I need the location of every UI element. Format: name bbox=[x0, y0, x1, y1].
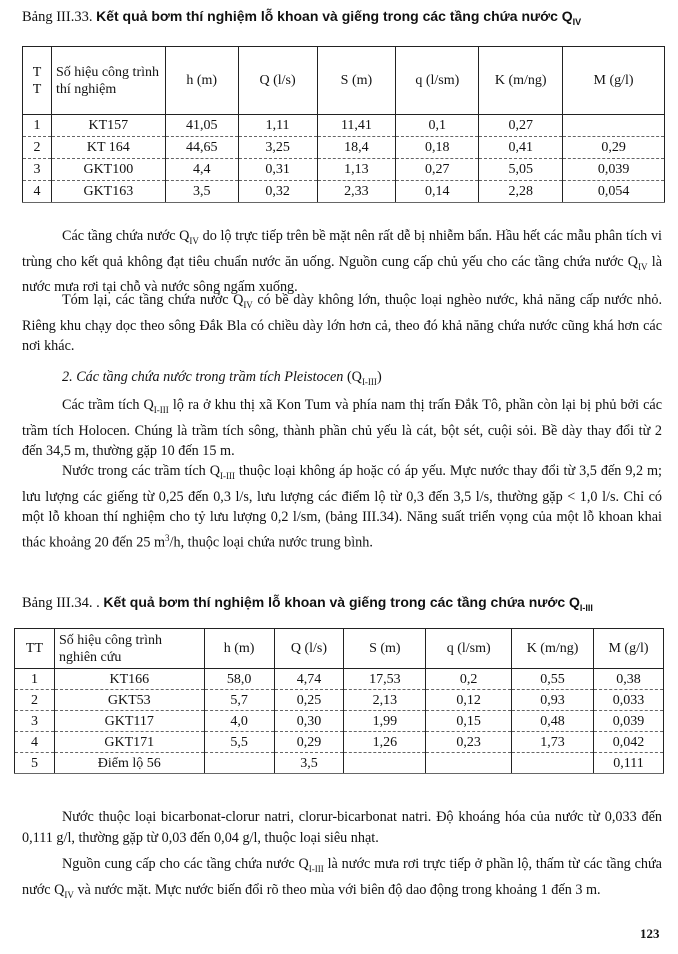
table-row bbox=[23, 181, 665, 203]
table-cell: 0,12 bbox=[426, 690, 512, 711]
table1-caption-title: Kết quả bơm thí nghiệm lỗ khoan và giếng trong các tầng chứa nước $Q_{IV}$ bbox=[96, 8, 582, 27]
table-cell: 0,30 bbox=[274, 711, 344, 732]
table-cell: KT166 bbox=[54, 669, 204, 690]
table-cell: 5,7 bbox=[204, 690, 274, 711]
paragraph-4: Nước trong các trầm tích $Q_{I-III}$ thuộc loại không áp hoặc có áp yếu. Mực nước thay đổi từ 3,5 đến 9,2 m; lưu lượng các giếng từ 0,25 đến 0,3 l/s, lưu lượng các điểm lộ từ 0,3 đến 3,5 l/s, thường gặp < 1,0 l/s. Chỉ có một lỗ khoan thí nghiệm cho tỷ lưu lượng 0,2 l/sm, (bảng III.34). Năng suất triển vọng của một lỗ khoan khai thác khoảng 20 đến 25 $m^3/h$, thuộc loại chứa nước trung bình. bbox=[22, 463, 662, 551]
table-cell: GKT53 bbox=[54, 690, 204, 711]
table-header-cell: K (m/ng) bbox=[512, 629, 594, 669]
table-cell: 1 bbox=[23, 115, 52, 137]
paragraph-1: Các tầng chứa nước $Q_{IV}$ do lộ trực tiếp trên bề mặt nên rất dễ bị nhiễm bẩn. Hầu hết các mẫu phân tích vi trùng cho kết quả không đạt tiêu chuẩn nước ăn uống. Nguồn cung cấp chủ yếu cho các tầng chứa nước $Q_{IV}$ là nước mưa rơi tại chỗ và nước sông ngấm xuống. bbox=[22, 228, 662, 296]
table-row bbox=[23, 115, 665, 137]
table-cell: 17,53 bbox=[344, 669, 426, 690]
table-cell: GKT163 bbox=[51, 181, 165, 203]
table-row bbox=[23, 159, 665, 181]
table-cell bbox=[204, 753, 274, 774]
table-cell: 58,0 bbox=[204, 669, 274, 690]
table-cell: 0,2 bbox=[426, 669, 512, 690]
table-header-cell: S (m) bbox=[344, 629, 426, 669]
table-cell: 0,039 bbox=[594, 711, 664, 732]
table-cell: 3,5 bbox=[274, 753, 344, 774]
table-header-cell: K (m/ng) bbox=[479, 47, 563, 115]
table-header-cell: h (m) bbox=[204, 629, 274, 669]
table-header-cell: Q (l/s) bbox=[274, 629, 344, 669]
table-row bbox=[15, 753, 664, 774]
table-cell: 11,41 bbox=[317, 115, 396, 137]
table-cell: 0,55 bbox=[512, 669, 594, 690]
table-cell: 1 bbox=[15, 669, 55, 690]
table-cell: 2 bbox=[15, 690, 55, 711]
table-header-row bbox=[15, 629, 664, 669]
table-cell: 1,99 bbox=[344, 711, 426, 732]
table-row bbox=[23, 137, 665, 159]
table-cell: 1,26 bbox=[344, 732, 426, 753]
table-cell: Điểm lộ 56 bbox=[54, 753, 204, 774]
table-cell: 0,38 bbox=[594, 669, 664, 690]
paragraph-3: Các trầm tích $Q_{I-III}$ lộ ra ở khu thị xã Kon Tum và phía nam thị trấn Đắk Tô, phần còn lại bị phủ bởi các trầm tích Holocen. Chúng là trầm tích sông, thành phần chủ yếu là cát, bột sét, cuội sỏi. Bề dày thay đổi từ 2 đến 34,5 m, thường gặp 10 đến 15 m. bbox=[22, 397, 663, 460]
table-cell: 44,65 bbox=[165, 137, 238, 159]
table-cell: 3,5 bbox=[165, 181, 238, 203]
table-cell: GKT100 bbox=[51, 159, 165, 181]
table-cell: 0,48 bbox=[512, 711, 594, 732]
table-cell: 1,73 bbox=[512, 732, 594, 753]
table-cell: 0,32 bbox=[238, 181, 317, 203]
table-cell: 2,13 bbox=[344, 690, 426, 711]
table-cell: 0,93 bbox=[512, 690, 594, 711]
table1-caption bbox=[22, 8, 581, 27]
table1-caption-prefix: Bảng III.33. bbox=[22, 9, 93, 25]
table-cell: 0,31 bbox=[238, 159, 317, 181]
table-cell: 0,29 bbox=[563, 137, 665, 159]
table1 bbox=[22, 46, 665, 203]
page-number: 123 bbox=[640, 926, 660, 941]
table-cell: 3,25 bbox=[238, 137, 317, 159]
table-cell: GKT171 bbox=[54, 732, 204, 753]
table-row bbox=[15, 711, 664, 732]
table-cell bbox=[512, 753, 594, 774]
table2-caption bbox=[22, 594, 593, 613]
section-heading: 2. Các tầng chứa nước trong trầm tích Pleistocen $(Q_{I-III})$ bbox=[62, 369, 382, 387]
table-header-cell: TT bbox=[15, 629, 55, 669]
table-cell: 0,111 bbox=[594, 753, 664, 774]
table-cell: 2 bbox=[23, 137, 52, 159]
table-row bbox=[15, 732, 664, 753]
table-cell: KT 164 bbox=[51, 137, 165, 159]
table-header-cell: T T bbox=[23, 47, 52, 115]
table-cell: 0,27 bbox=[479, 115, 563, 137]
table-cell bbox=[344, 753, 426, 774]
table-cell: 0,29 bbox=[274, 732, 344, 753]
table2-caption-title: Kết quả bơm thí nghiệm lỗ khoan và giếng trong các tầng chứa nước $Q_{I-III}$ bbox=[103, 594, 593, 613]
table-cell: 5 bbox=[15, 753, 55, 774]
table-cell: 3 bbox=[15, 711, 55, 732]
table-cell: 4,4 bbox=[165, 159, 238, 181]
table-cell: 0,23 bbox=[426, 732, 512, 753]
table-cell: 0,27 bbox=[396, 159, 479, 181]
table-cell: 4 bbox=[23, 181, 52, 203]
table-cell: 0,18 bbox=[396, 137, 479, 159]
table2-caption-prefix: Bảng III.34. . bbox=[22, 595, 100, 611]
table-header-cell: Số hiệu công trình thí nghiệm bbox=[51, 47, 165, 115]
table-header-cell: Số hiệu công trình nghiên cứu bbox=[54, 629, 204, 669]
table-header-cell: S (m) bbox=[317, 47, 396, 115]
table-cell: 18,4 bbox=[317, 137, 396, 159]
table-cell: 0,1 bbox=[396, 115, 479, 137]
table-cell: 2,33 bbox=[317, 181, 396, 203]
paragraph-6: Nguồn cung cấp cho các tầng chứa nước $Q_{I-III}$ là nước mưa rơi trực tiếp ở phần lộ, thấm từ các tầng chứa nước $Q_{IV}$ và nước mặt. Mực nước biến đổi rõ theo mùa với biên độ dao động trong khoảng 1 đến 3 m. bbox=[22, 856, 662, 900]
table-cell: KT157 bbox=[51, 115, 165, 137]
table-header-cell: M (g/l) bbox=[594, 629, 664, 669]
table-cell: GKT117 bbox=[54, 711, 204, 732]
table-cell: 0,41 bbox=[479, 137, 563, 159]
table-cell: 4,74 bbox=[274, 669, 344, 690]
table-header-cell: q (l/sm) bbox=[426, 629, 512, 669]
table-cell: 41,05 bbox=[165, 115, 238, 137]
table-cell: 5,5 bbox=[204, 732, 274, 753]
table-cell: 0,054 bbox=[563, 181, 665, 203]
table-row bbox=[15, 690, 664, 711]
table-cell: 5,05 bbox=[479, 159, 563, 181]
table-cell: 3 bbox=[23, 159, 52, 181]
table-cell bbox=[426, 753, 512, 774]
table-cell bbox=[563, 115, 665, 137]
table2 bbox=[14, 628, 664, 774]
table-cell: 0,15 bbox=[426, 711, 512, 732]
table-cell: 0,14 bbox=[396, 181, 479, 203]
table-cell: 4,0 bbox=[204, 711, 274, 732]
paragraph-2: Tóm lại, các tầng chứa nước $Q_{IV}$ có bề dày không lớn, thuộc loại nghèo nước, khả năng cấp nước nhỏ. Riêng khu chạy dọc theo sông Đắk Bla có chiều dày lớn hơn cả, theo đó khả năng chứa nước cũng khá hơn các nơi khác. bbox=[22, 292, 663, 355]
table-cell: 2,28 bbox=[479, 181, 563, 203]
table-header-cell: q (l/sm) bbox=[396, 47, 479, 115]
table-header-row bbox=[23, 47, 665, 115]
table-cell: 1,11 bbox=[238, 115, 317, 137]
table-cell: 0,039 bbox=[563, 159, 665, 181]
table-header-cell: h (m) bbox=[165, 47, 238, 115]
table-header-cell: Q (l/s) bbox=[238, 47, 317, 115]
table-row bbox=[15, 669, 664, 690]
table-header-cell: M (g/l) bbox=[563, 47, 665, 115]
paragraph-5: Nước thuộc loại bicarbonat-clorur natri, clorur-bicarbonat natri. Độ khoáng hóa của nước từ 0,033 đến 0,111 g/l, thường gặp từ 0,03 đến 0,04 g/l, thuộc loại siêu nhạt. bbox=[22, 809, 662, 846]
table-cell: 4 bbox=[15, 732, 55, 753]
table-cell: 0,042 bbox=[594, 732, 664, 753]
table-cell: 0,25 bbox=[274, 690, 344, 711]
table-cell: 0,033 bbox=[594, 690, 664, 711]
table-cell: 1,13 bbox=[317, 159, 396, 181]
